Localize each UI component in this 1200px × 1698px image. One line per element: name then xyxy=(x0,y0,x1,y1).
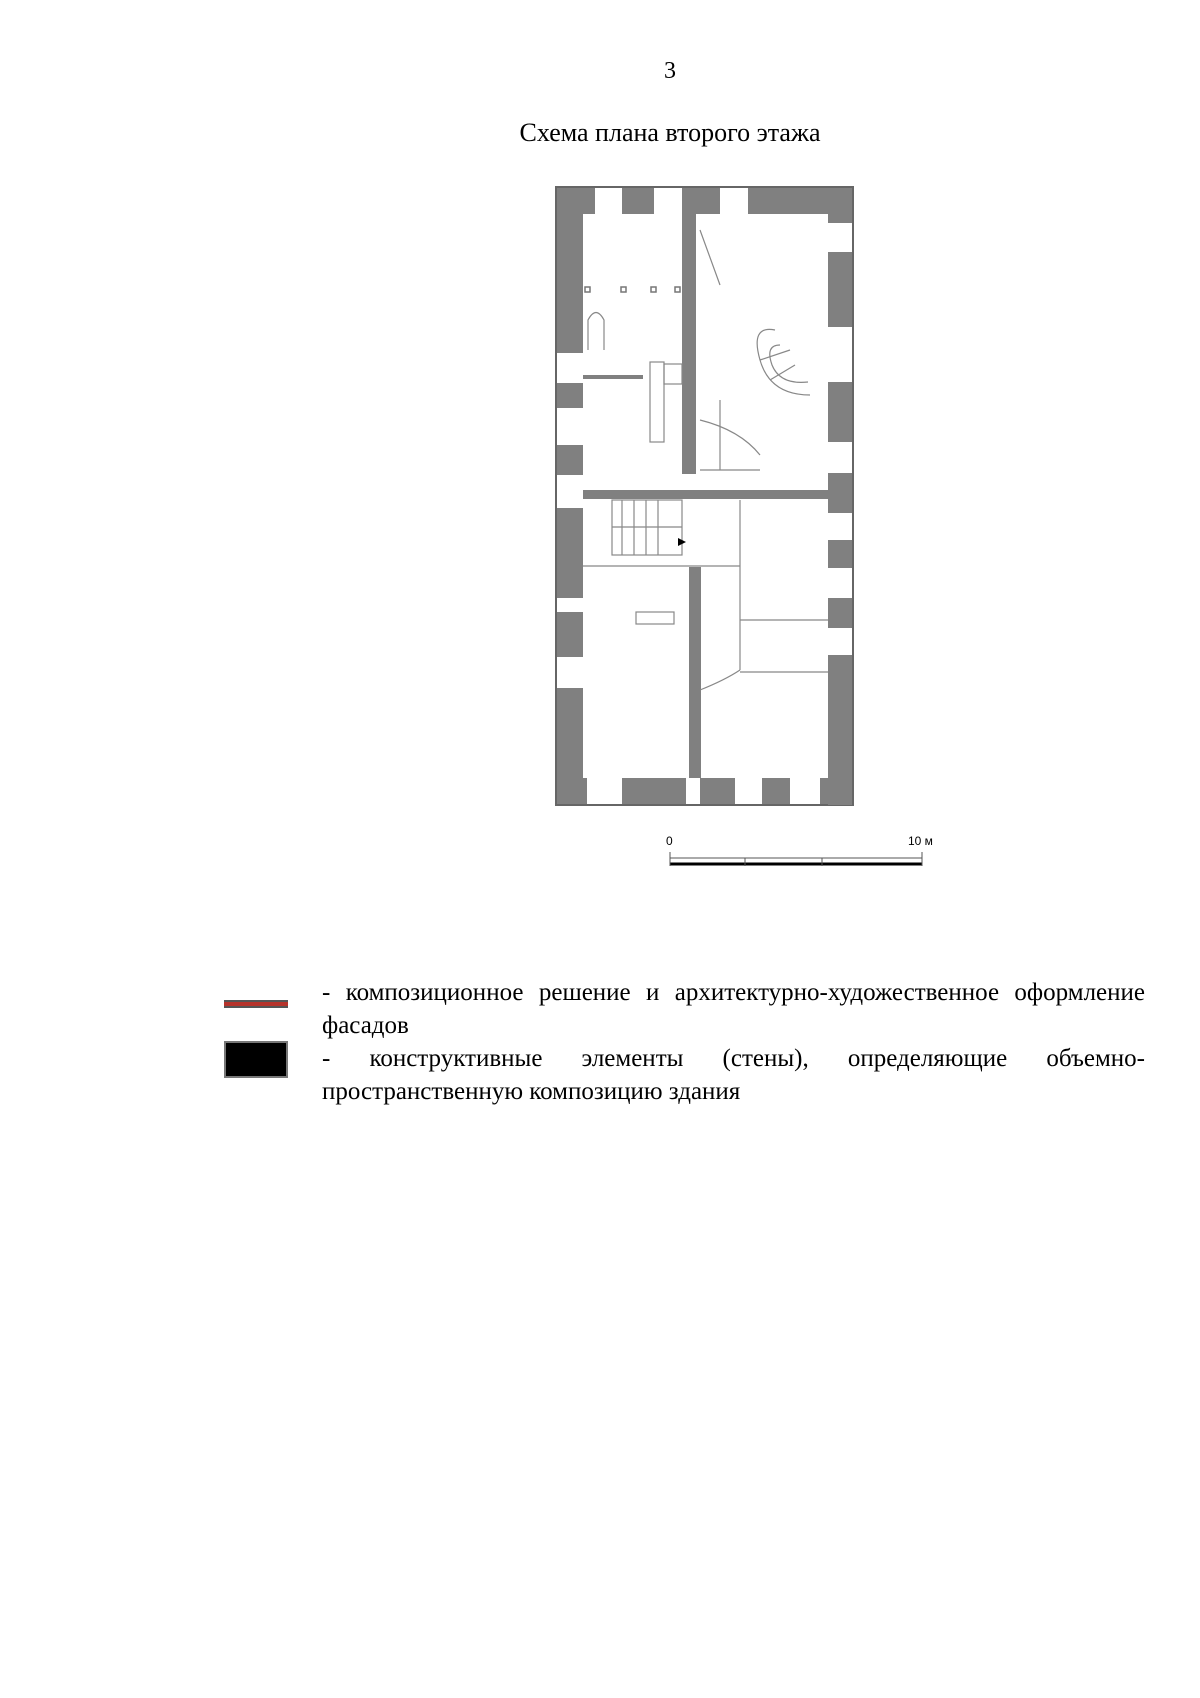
scale-end-label: 10 м xyxy=(908,834,933,848)
column-marks xyxy=(585,287,680,292)
interior-details xyxy=(583,230,828,690)
facade-line-swatch xyxy=(224,1000,288,1008)
wall-block-swatch xyxy=(224,1041,288,1078)
interior-walls xyxy=(583,214,828,778)
legend-item-walls: - конструктивные элементы (стены), определяющие объемно-пространственную композицию здания xyxy=(322,1045,1145,1105)
scale-start-label: 0 xyxy=(666,834,673,848)
legend-item-facade: - композиционное решение и архитектурно-художественное оформление фасадов xyxy=(322,979,1145,1039)
scale-bar xyxy=(666,834,933,866)
page-number: 3 xyxy=(664,58,676,84)
plan-title: Схема плана второго этажа xyxy=(519,118,821,147)
